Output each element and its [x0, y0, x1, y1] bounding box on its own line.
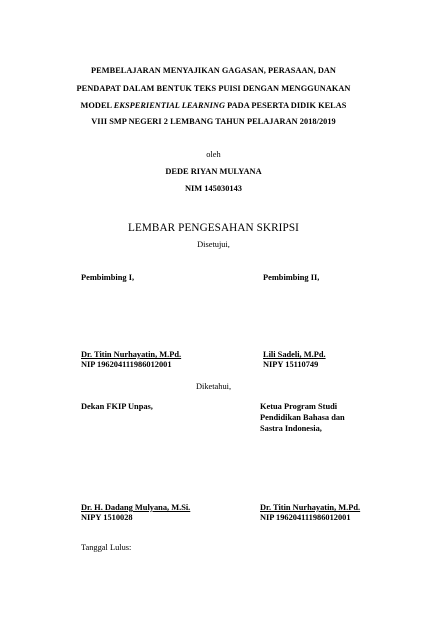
advisor-2-name: Lili Sadeli, M.Pd.	[263, 350, 326, 359]
thesis-title-line-2: PENDAPAT DALAM BENTUK TEKS PUISI DENGAN MENGGUNAKAN	[76, 84, 351, 93]
thesis-title-line-3-suffix: PADA PESERTA DIDIK KELAS	[225, 101, 347, 110]
advisor-1-name: Dr. Titin Nurhayatin, M.Pd.	[81, 350, 182, 359]
program-head-role-line-1: Ketua Program Studi	[260, 402, 338, 411]
graduation-date-label: Tanggal Lulus:	[81, 543, 132, 552]
author-name: DEDE RIYAN MULYANA	[165, 167, 262, 176]
dean-role: Dekan FKIP Unpas,	[81, 402, 153, 411]
thesis-title-line-3	[0, 101, 427, 110]
advisor-2-id: NIPY 15110749	[263, 360, 319, 369]
thesis-title-line-1: PEMBELAJARAN MENYAJIKAN GAGASAN, PERASAAN, DAN	[91, 66, 336, 75]
by-label: oleh	[206, 150, 221, 159]
dean-id: NIPY 1510028	[81, 513, 133, 522]
thesis-title-line-4: VIII SMP NEGERI 2 LEMBANG TAHUN PELAJARAN 2018/2019	[91, 117, 336, 126]
advisor-1-role: Pembimbing I,	[81, 273, 135, 282]
program-head-role-line-2: Pendidikan Bahasa dan	[260, 413, 345, 422]
approved-label: Disetujui,	[197, 240, 230, 249]
acknowledged-label: Diketahui,	[195, 382, 232, 391]
program-head-id: NIP 196204111986012001	[260, 513, 351, 522]
thesis-title-model-name: EKSPERIENTIAL LEARNING	[113, 101, 226, 110]
dean-name: Dr. H. Dadang Mulyana, M.Si.	[81, 503, 191, 512]
advisor-1-id: NIP 196204111986012001	[81, 360, 172, 369]
author-nim: NIM 145030143	[185, 184, 242, 193]
page-heading: LEMBAR PENGESAHAN SKRIPSI	[128, 222, 299, 234]
advisor-2-role: Pembimbing II,	[263, 273, 320, 282]
program-head-role-line-3: Sastra Indonesia,	[260, 424, 322, 433]
thesis-title-line-3-prefix: MODEL	[80, 101, 114, 110]
program-head-name: Dr. Titin Nurhayatin, M.Pd.	[260, 503, 361, 512]
